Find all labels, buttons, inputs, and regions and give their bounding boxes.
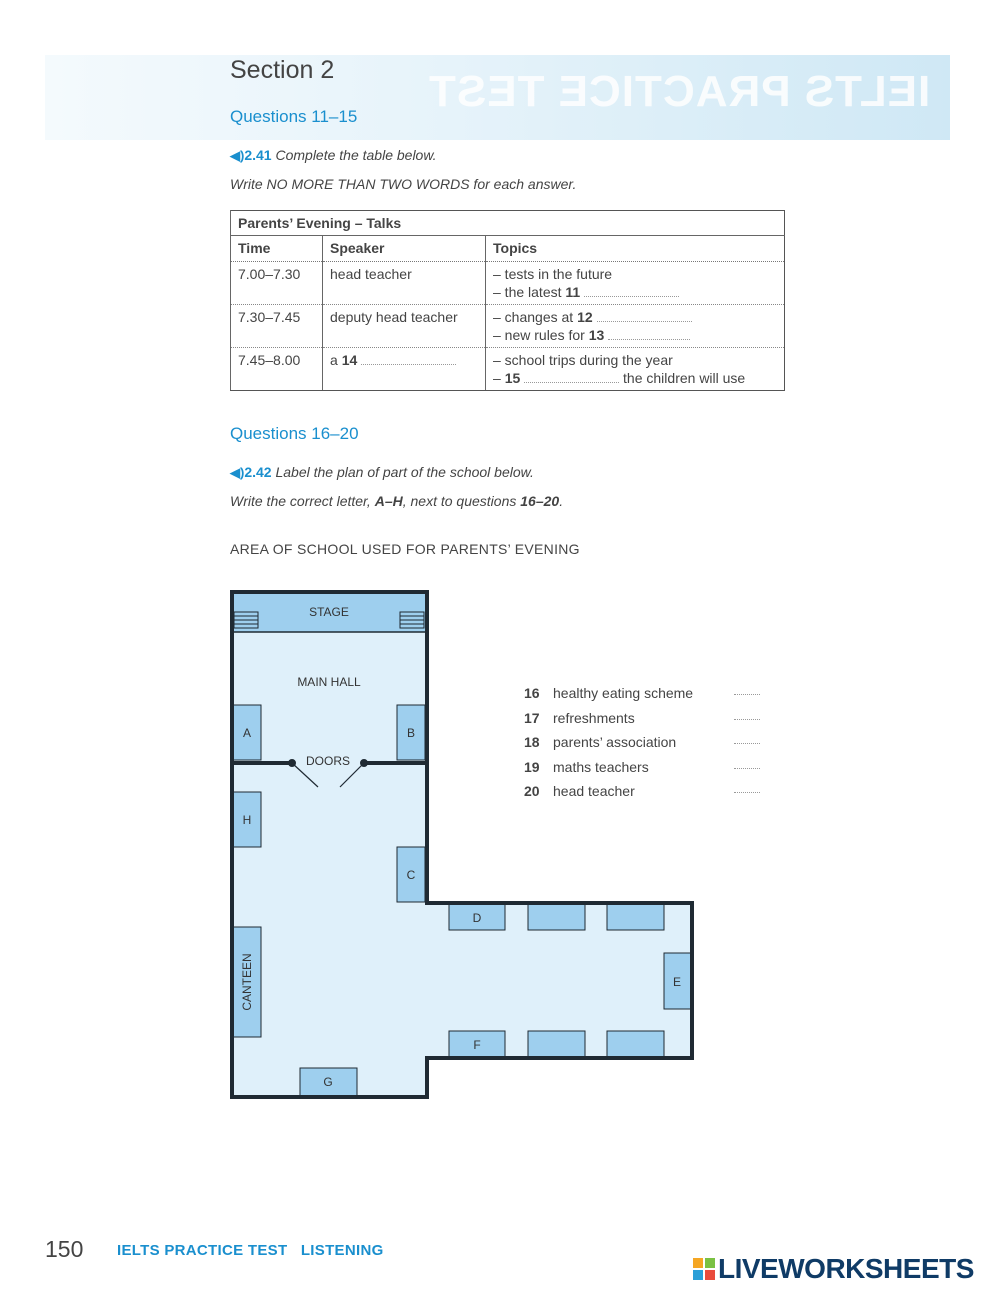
floor-area — [232, 592, 692, 1097]
time-cell: 7.00–7.30 — [231, 262, 323, 305]
answer-blank-16[interactable] — [734, 694, 760, 695]
liveworksheets-logo[interactable]: LIVEWORKSHEETS — [693, 1253, 974, 1285]
label-e: E — [672, 975, 682, 989]
question-label: maths teachers — [553, 758, 649, 775]
answer-blank-11[interactable] — [584, 285, 679, 297]
audio-track-2-42[interactable]: ◀)2.42 — [230, 464, 272, 480]
main-hall-label: MAIN HALL — [297, 675, 361, 689]
header-speaker: Speaker — [323, 236, 486, 262]
list-item — [524, 685, 764, 710]
question-number: 13 — [588, 327, 605, 343]
label-canteen: CANTEEN — [240, 953, 254, 1011]
answer-blank-13[interactable] — [608, 328, 690, 340]
question-number: 12 — [577, 309, 593, 325]
topic-line: – 15 the children will use — [493, 370, 746, 386]
answer-blank-20[interactable] — [734, 792, 760, 793]
question-number: 20 — [524, 783, 540, 799]
box-bottom-2 — [528, 1031, 585, 1057]
topic-line: – tests in the future — [493, 266, 613, 282]
answer-blank-15[interactable] — [524, 371, 619, 383]
label-d: D — [472, 911, 482, 925]
table-row — [231, 305, 785, 348]
list-item — [524, 734, 764, 759]
list-item — [524, 759, 764, 784]
header-topics: Topics — [486, 236, 785, 262]
instruction-text: Complete the table below. — [275, 147, 437, 163]
stage-steps-left — [234, 612, 258, 628]
stage-label: STAGE — [309, 605, 349, 619]
label-a: A — [242, 726, 252, 740]
plan-title: AREA OF SCHOOL USED FOR PARENTS’ EVENING — [230, 541, 580, 557]
question-number: 11 — [565, 284, 581, 300]
question-number: 18 — [524, 734, 540, 750]
question-number: 16 — [524, 685, 540, 701]
label-g: G — [323, 1075, 333, 1089]
question-number: 17 — [524, 709, 540, 726]
answer-blank-17[interactable] — [734, 719, 760, 720]
question-label: refreshments — [553, 709, 635, 726]
banner-watermark: IELTS PRACTICE TEST — [427, 67, 930, 116]
label-b: B — [406, 726, 416, 740]
answer-blank-19[interactable] — [734, 768, 760, 769]
speaker-icon: ◀) — [230, 465, 245, 480]
speaker-cell: head teacher — [323, 262, 486, 305]
label-c: C — [406, 868, 416, 882]
topic-line: – new rules for 13 — [493, 326, 777, 344]
label-f: F — [473, 1038, 481, 1052]
question-label: head teacher — [553, 783, 635, 799]
time-cell: 7.30–7.45 — [231, 305, 323, 348]
list-item — [524, 783, 764, 808]
topics-cell — [486, 348, 785, 391]
letter-instruction: Write the correct letter, A–H, next to questions 16–20. — [230, 493, 564, 509]
instruction-text: Label the plan of part of the school below. — [275, 464, 534, 480]
speaker-cell: a 14 — [323, 348, 486, 391]
topic-line: – the latest 11 — [493, 283, 777, 301]
speaker-cell: deputy head teacher — [323, 305, 486, 348]
time-cell: 7.45–8.00 — [231, 348, 323, 391]
topic-line: – school trips during the year — [493, 352, 673, 368]
answer-blank-12[interactable] — [597, 310, 692, 322]
page-number: 150 — [45, 1236, 84, 1262]
question-label: parents’ association — [553, 734, 677, 750]
question-label: healthy eating scheme — [553, 685, 694, 701]
question-list — [524, 685, 764, 808]
question-number: 14 — [341, 352, 358, 368]
question-number: 15 — [504, 370, 521, 386]
box-top-2 — [528, 904, 585, 930]
topics-cell — [486, 305, 785, 348]
instruction-table — [230, 147, 437, 164]
speaker-icon: ◀) — [230, 148, 245, 163]
list-item — [524, 710, 764, 735]
table-caption: Parents’ Evening – Talks — [231, 211, 785, 236]
doors-label: DOORS — [305, 754, 351, 768]
box-top-3 — [607, 904, 664, 930]
section-title: Section 2 — [230, 56, 335, 84]
questions-11-15-heading: Questions 11–15 — [230, 107, 358, 126]
questions-16-20-heading: Questions 16–20 — [230, 424, 359, 443]
table-row — [231, 348, 785, 391]
topics-cell — [486, 262, 785, 305]
logo-squares-icon — [693, 1258, 715, 1280]
school-plan — [225, 585, 700, 1105]
label-h: H — [242, 813, 252, 827]
table-row — [231, 262, 785, 305]
box-bottom-3 — [607, 1031, 664, 1057]
question-number: 19 — [524, 758, 540, 775]
stage-steps-right — [400, 612, 424, 628]
instruction-plan — [230, 464, 534, 481]
word-limit-instruction: Write NO MORE THAN TWO WORDS for each answer. — [230, 176, 577, 192]
answer-blank-14[interactable] — [361, 353, 456, 365]
answer-blank-18[interactable] — [734, 743, 760, 744]
topic-line: – changes at 12 — [493, 308, 777, 326]
audio-track-2-41[interactable]: ◀)2.41 — [230, 147, 272, 163]
header-time: Time — [231, 236, 323, 262]
talks-table — [230, 210, 785, 391]
footer-title: IELTS PRACTICE TEST LISTENING — [117, 1242, 384, 1259]
header-banner — [45, 55, 950, 140]
